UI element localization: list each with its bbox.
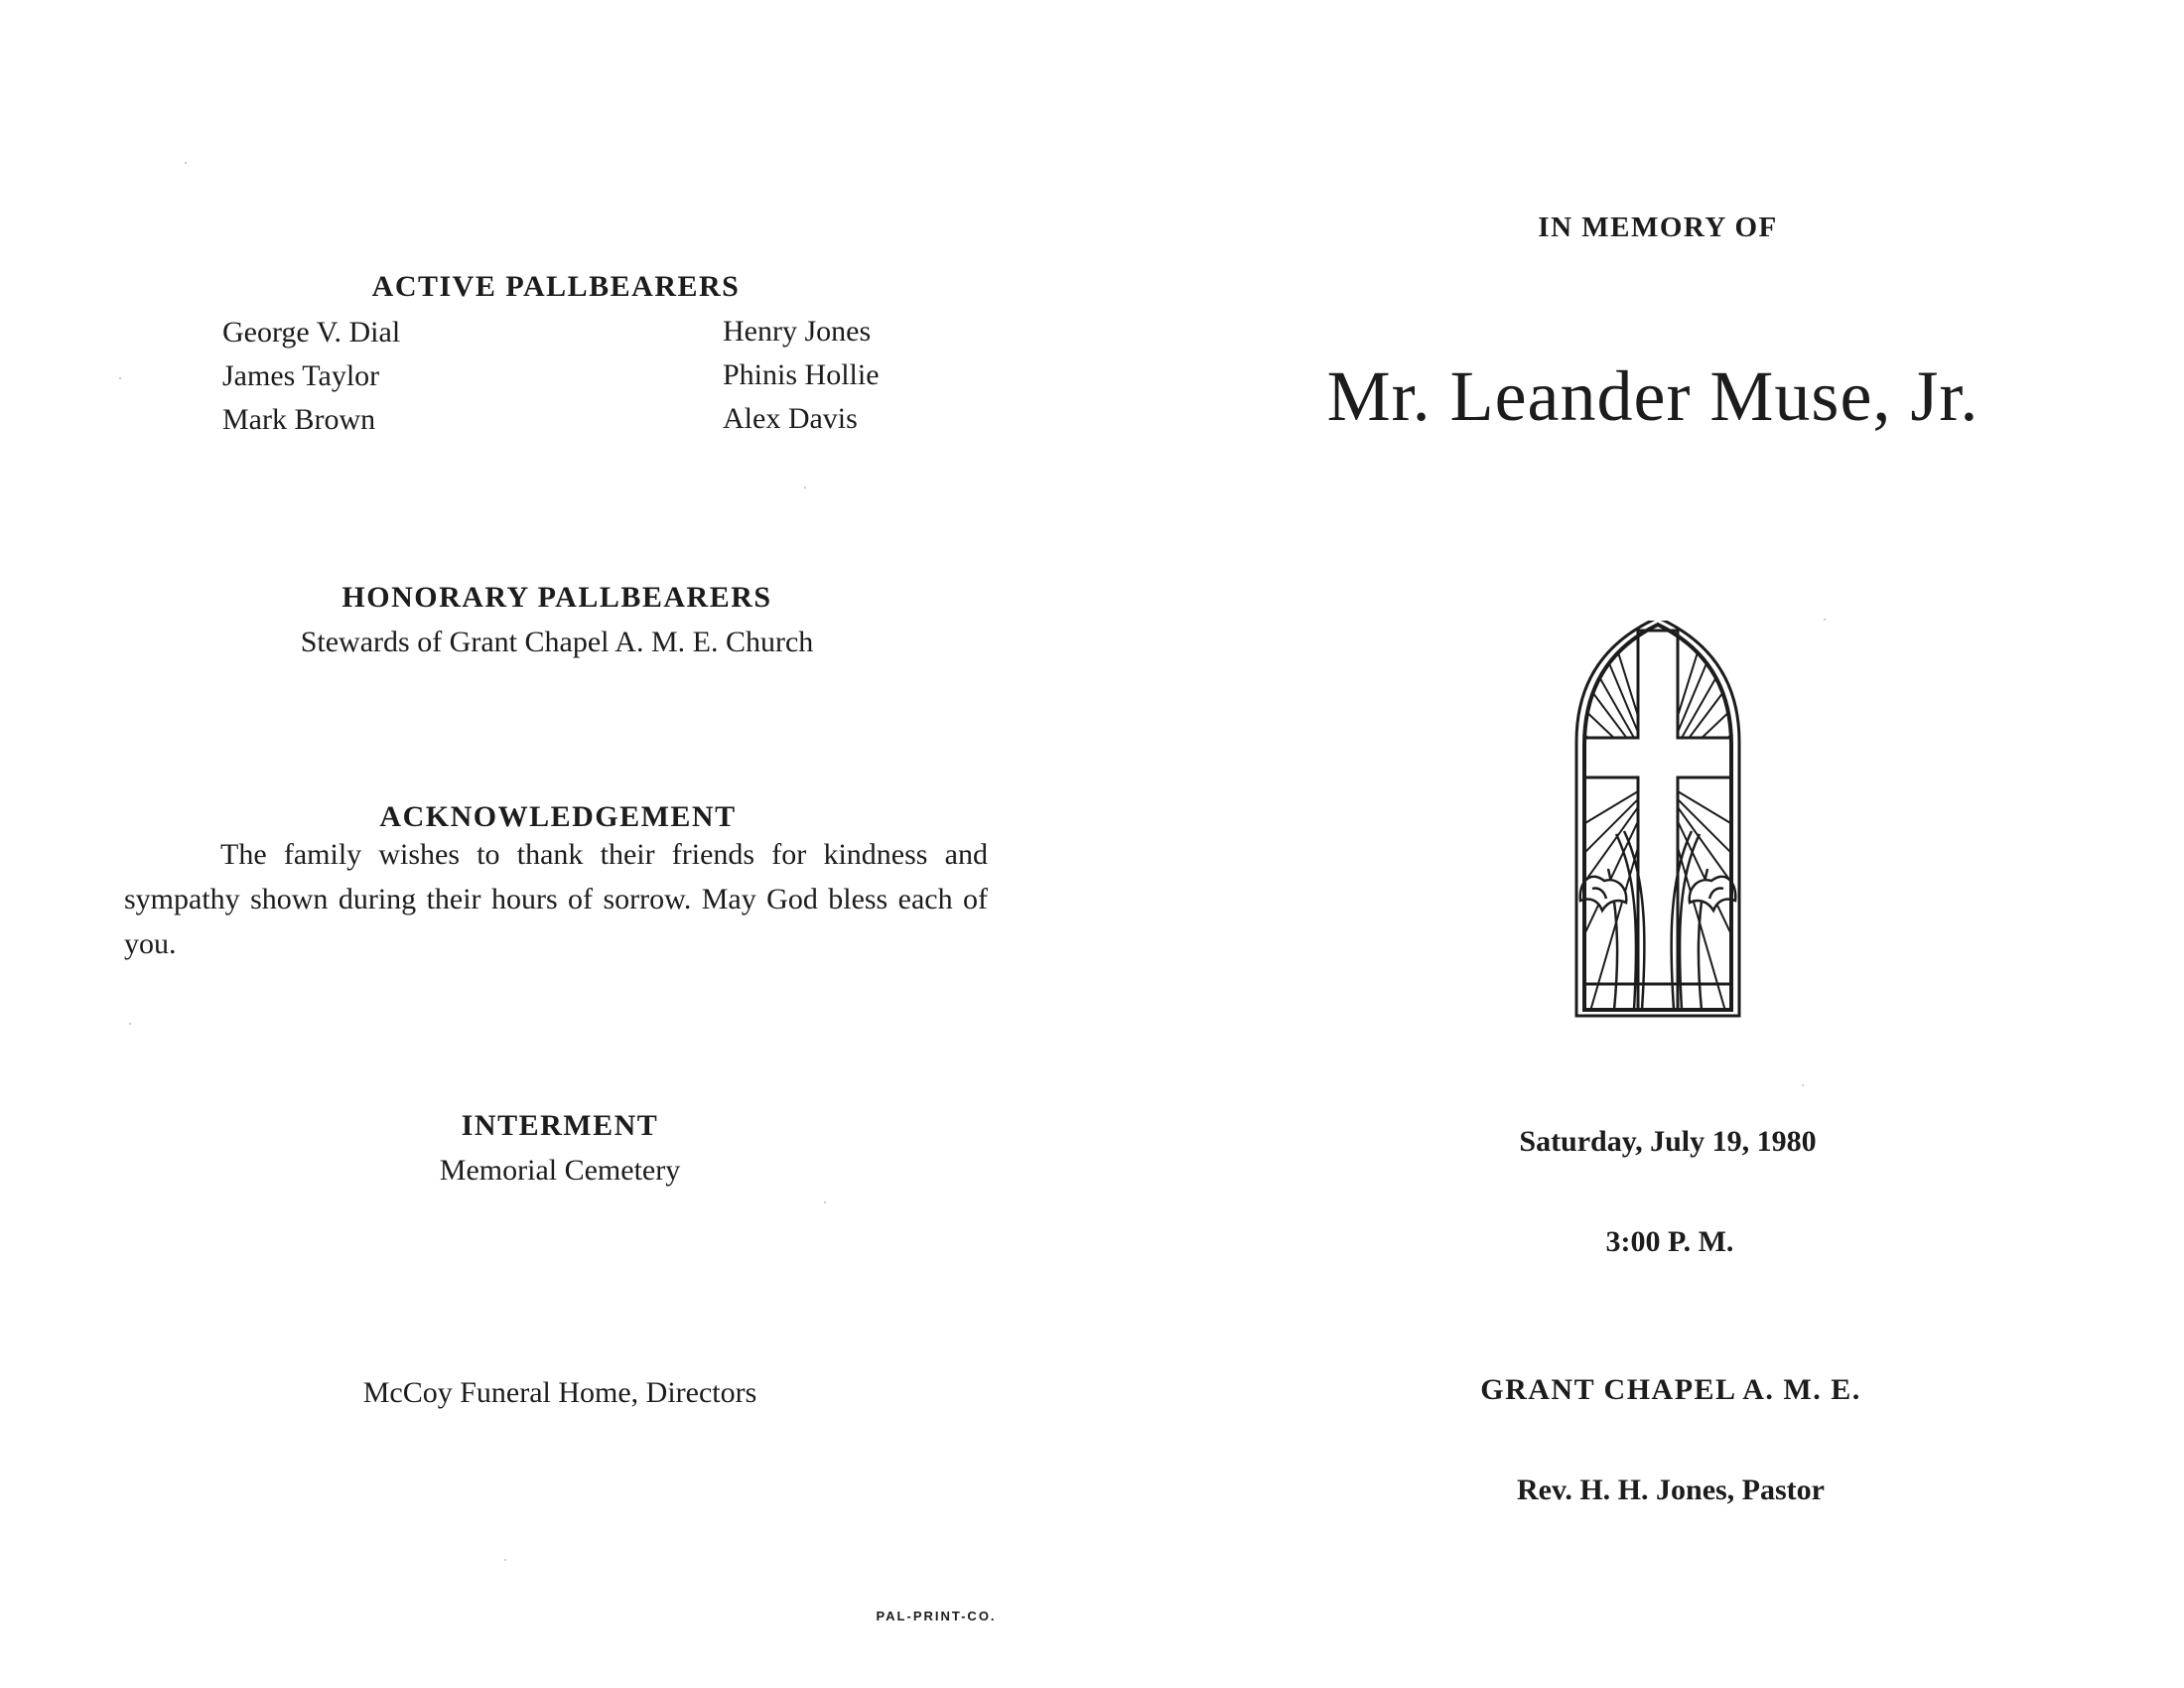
paper-speck bbox=[1802, 1084, 1804, 1086]
active-pallbearers-heading: ACTIVE PALLBEARERS bbox=[371, 270, 741, 303]
acknowledgement-text: The family wishes to thank their friends for kindness and sympathy shown during their hours of sorrow. May God bless each of you. bbox=[124, 838, 988, 960]
pallbearer-name: Phinis Hollie bbox=[723, 358, 880, 391]
pastor-name: Rev. H. H. Jones, Pastor bbox=[1517, 1474, 1825, 1506]
deceased-name: Mr. Leander Muse, Jr. bbox=[1326, 356, 1979, 436]
pallbearer-name: Alex Davis bbox=[723, 402, 858, 435]
printer-mark: PAL-PRINT-CO. bbox=[876, 1609, 997, 1623]
paper-speck bbox=[804, 487, 806, 489]
church-name: GRANT CHAPEL A. M. E. bbox=[1480, 1373, 1861, 1406]
acknowledgement-heading: ACKNOWLEDGEMENT bbox=[379, 800, 737, 833]
paper-speck bbox=[185, 162, 187, 164]
paper-speck bbox=[1824, 619, 1826, 621]
honorary-pallbearers-heading: HONORARY PALLBEARERS bbox=[341, 581, 772, 614]
interment-heading: INTERMENT bbox=[461, 1109, 659, 1142]
pallbearer-name: George V. Dial bbox=[222, 316, 401, 349]
pallbearer-name: James Taylor bbox=[222, 359, 380, 392]
stained-glass-cross-with-lilies-icon bbox=[1569, 621, 1767, 1028]
pallbearer-name: Mark Brown bbox=[222, 403, 376, 436]
honorary-pallbearers-text: Stewards of Grant Chapel A. M. E. Church bbox=[300, 626, 814, 658]
paper-speck bbox=[824, 1201, 826, 1203]
paper-speck bbox=[504, 1559, 506, 1561]
paper-speck bbox=[119, 377, 121, 379]
pallbearer-name: Henry Jones bbox=[723, 315, 872, 348]
paper-speck bbox=[129, 1023, 131, 1025]
in-memory-of-heading: IN MEMORY OF bbox=[1538, 211, 1778, 243]
funeral-home-text: McCoy Funeral Home, Directors bbox=[362, 1376, 757, 1409]
interment-text: Memorial Cemetery bbox=[439, 1154, 681, 1187]
service-time: 3:00 P. M. bbox=[1605, 1225, 1734, 1258]
service-date: Saturday, July 19, 1980 bbox=[1519, 1125, 1817, 1158]
